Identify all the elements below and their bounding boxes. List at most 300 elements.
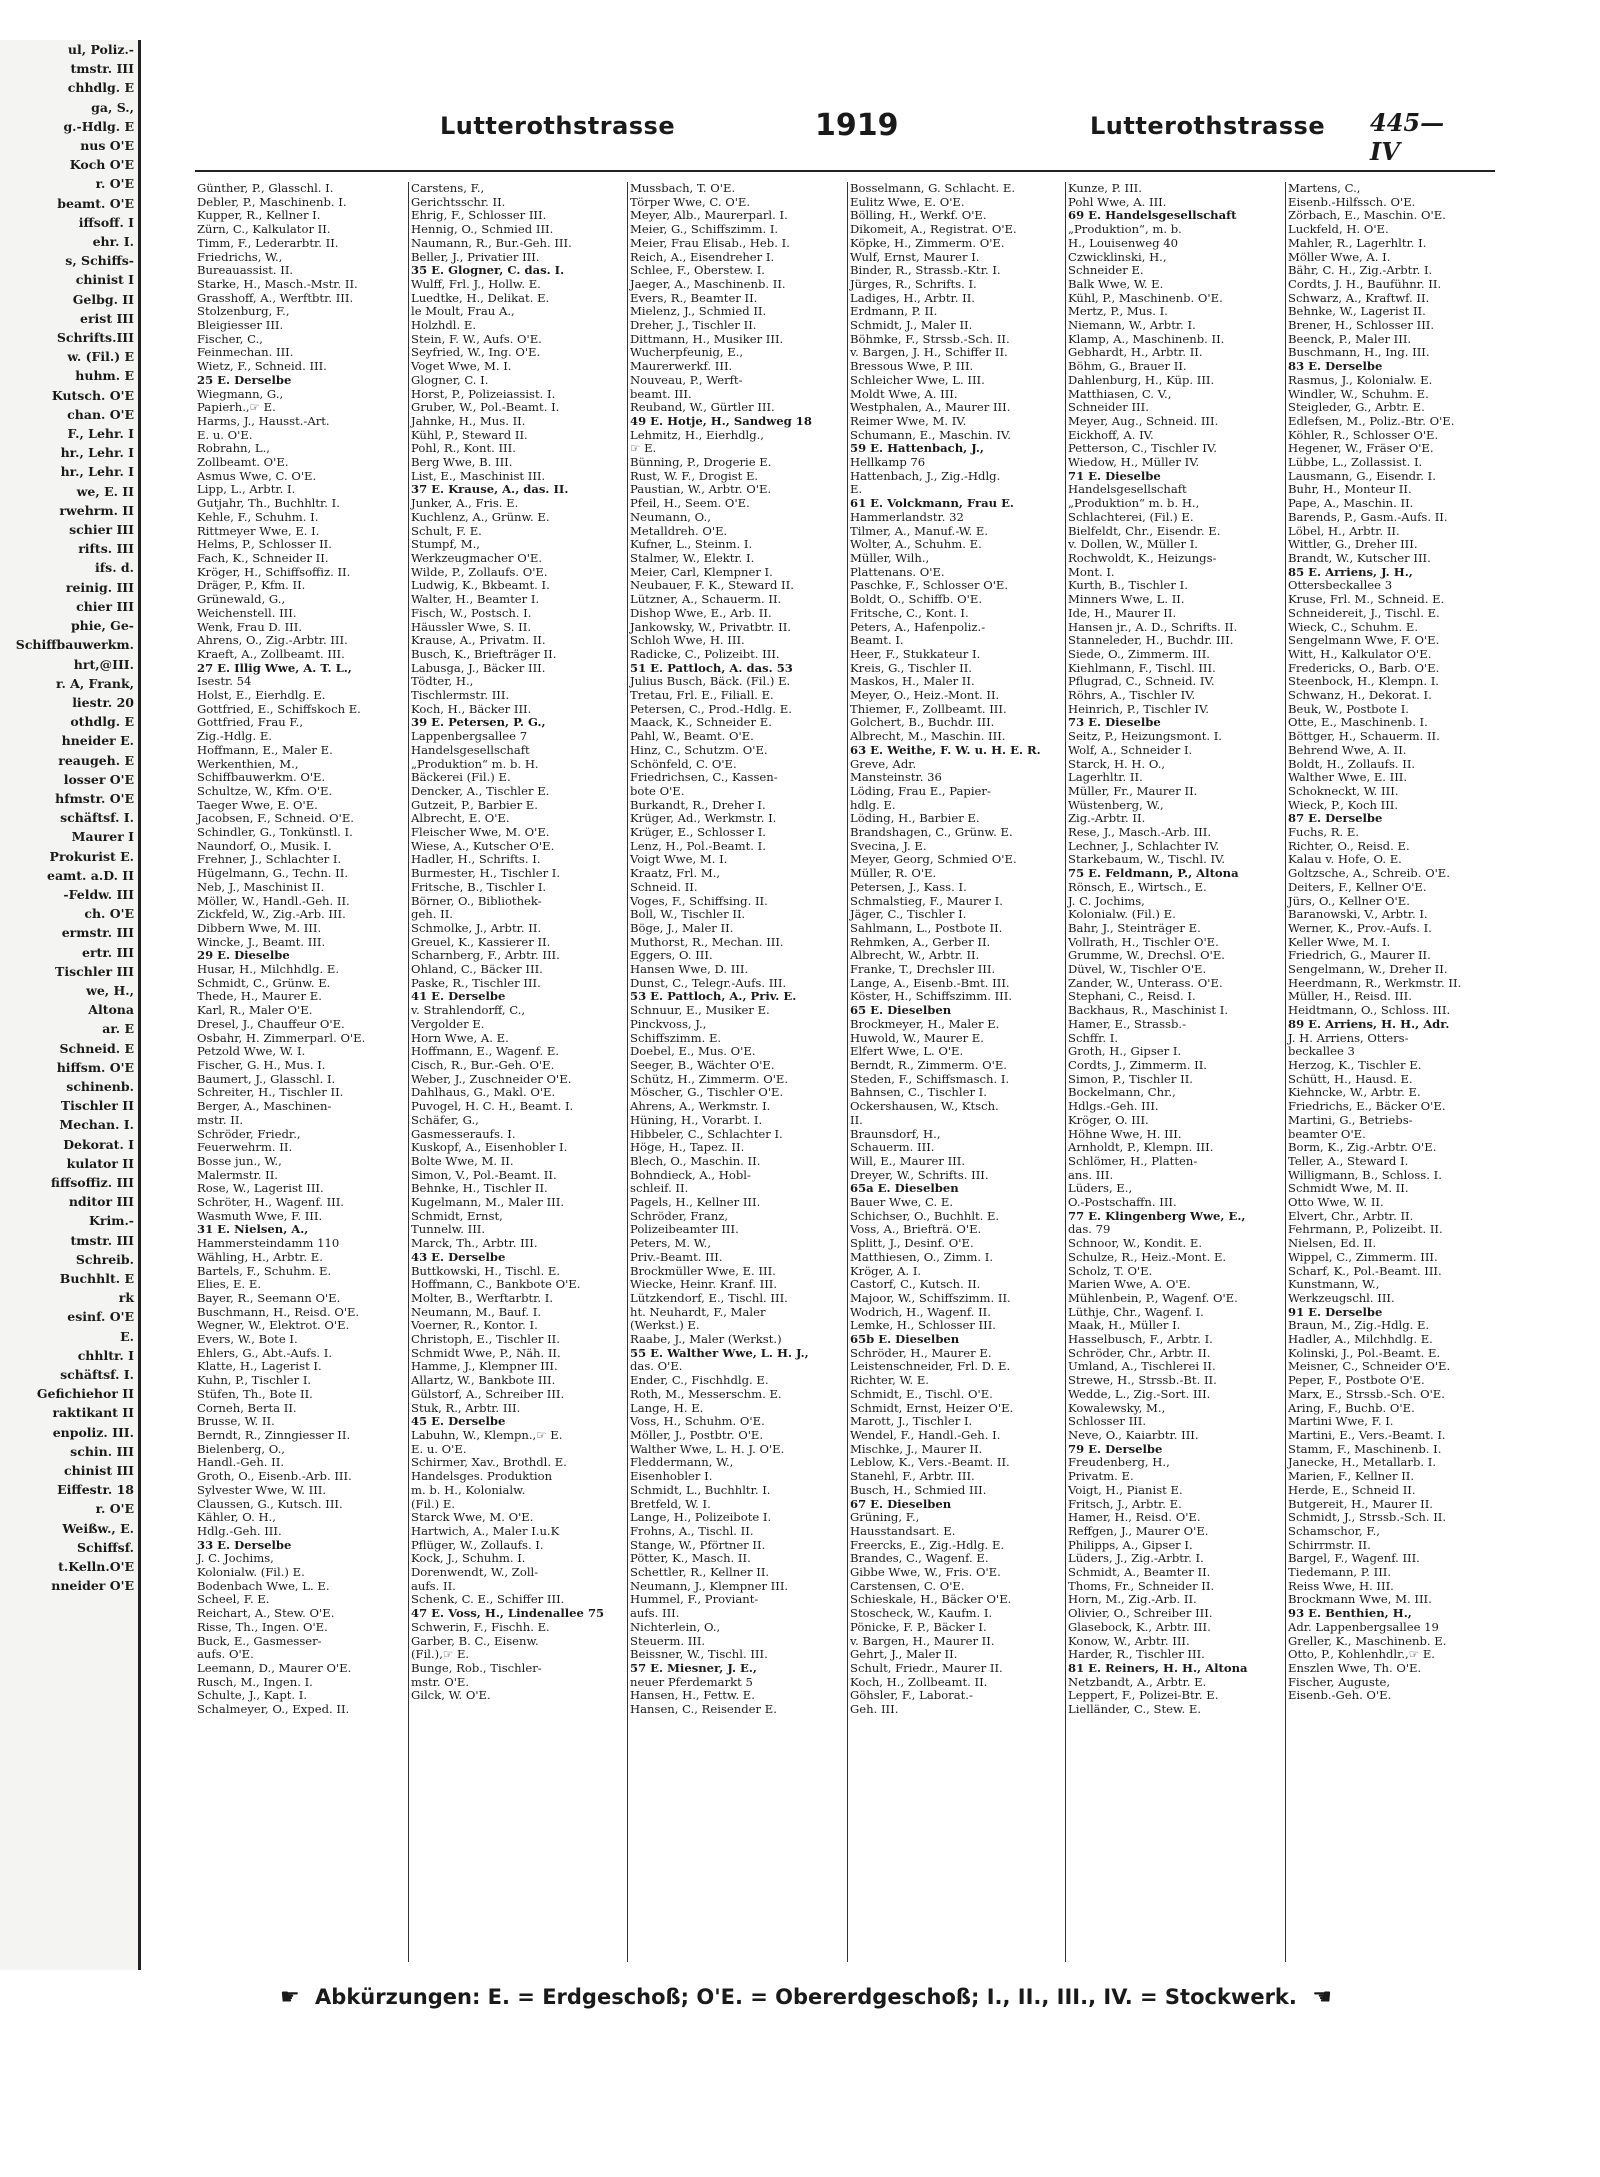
resident-entry: m. b. H., Kolonialw. bbox=[411, 1482, 526, 1497]
resident-entry: Edlefsen, M., Poliz.-Btr. O'E. bbox=[1288, 413, 1455, 428]
resident-entry: Stolzenburg, F., bbox=[197, 304, 290, 319]
resident-entry: Schmidt Wwe, P., Näh. II. bbox=[411, 1345, 561, 1360]
resident-entry: Hoffmann, E., Maler E. bbox=[197, 742, 333, 757]
resident-entry: Lüders, E., bbox=[1068, 1181, 1133, 1196]
resident-entry: J. C. Jochims, bbox=[197, 1551, 274, 1566]
resident-entry: Gehrt, J., Maler II. bbox=[850, 1647, 958, 1662]
resident-entry: Isestr. 54 bbox=[197, 674, 252, 689]
resident-entry: Eisenb.-Geh. O'E. bbox=[1288, 1688, 1392, 1703]
resident-entry: Braun, M., Zig.-Hdlg. E. bbox=[1288, 1318, 1430, 1333]
resident-entry: Lüthje, Chr., Wagenf. I. bbox=[1068, 1304, 1204, 1319]
resident-entry: Doebel, E., Mus. O'E. bbox=[630, 1044, 756, 1059]
margin-fragment: iffsoff. I bbox=[78, 214, 134, 230]
margin-fragment: kulator II bbox=[66, 1155, 134, 1171]
resident-entry: Kolonialw. (Fil.) E. bbox=[197, 1565, 305, 1580]
resident-entry: Vergolder E. bbox=[411, 1016, 485, 1031]
resident-entry: Elfert Wwe, L. O'E. bbox=[850, 1044, 964, 1059]
resident-entry: beamter O'E. bbox=[1288, 1126, 1366, 1141]
resident-entry: Osbahr, H. Zimmerparl. O'E. bbox=[197, 1030, 366, 1045]
resident-entry: Bargel, F., Wagenf. III. bbox=[1288, 1551, 1420, 1566]
house-number-entry: 93 E. Benthien, H., bbox=[1288, 1606, 1412, 1621]
resident-entry: Steuerm. III. bbox=[630, 1633, 706, 1648]
resident-entry: Strewe, H., Strssb.-Bt. II. bbox=[1068, 1373, 1217, 1388]
margin-fragment: erist III bbox=[80, 310, 134, 326]
resident-entry: Goltzsche, A., Schreib. O'E. bbox=[1288, 866, 1450, 881]
resident-entry: Kupper, R., Kellner I. bbox=[197, 208, 321, 223]
resident-entry: Schumann, E., Maschin. IV. bbox=[850, 427, 1011, 442]
resident-entry: Brockmann Wwe, M. III. bbox=[1288, 1592, 1432, 1607]
resident-entry: Pahl, W., Beamt. O'E. bbox=[630, 729, 754, 744]
resident-entry: Splitt, J., Desinf. O'E. bbox=[850, 1236, 974, 1251]
resident-entry: Kalau v. Hofe, O. E. bbox=[1288, 852, 1402, 867]
resident-entry: Helms, P., Schlosser II. bbox=[197, 537, 332, 552]
resident-entry: Wodrich, H., Wagenf. II. bbox=[850, 1304, 991, 1319]
resident-entry: Schlosser III. bbox=[1068, 1414, 1147, 1429]
resident-entry: Greve, Adr. bbox=[850, 756, 917, 771]
resident-entry: Mussbach, T. O'E. bbox=[630, 182, 736, 195]
resident-entry: Greuel, K., Kassierer II. bbox=[411, 934, 551, 949]
resident-entry: mstr. O'E. bbox=[411, 1674, 470, 1689]
resident-entry: Möscher, G., Tischler O'E. bbox=[630, 1085, 784, 1100]
resident-entry: Hansen, C., Reisender E. bbox=[630, 1702, 777, 1717]
resident-entry: Schönfeld, C. O'E. bbox=[630, 756, 737, 771]
resident-entry: Philipps, A., Gipser I. bbox=[1068, 1537, 1193, 1552]
margin-fragment: we, E. II bbox=[76, 483, 134, 499]
resident-entry: Otto Wwe, W. II. bbox=[1288, 1195, 1384, 1210]
margin-fragment: ermstr. III bbox=[61, 925, 134, 941]
resident-entry: Werkzeugmacher O'E. bbox=[411, 550, 543, 565]
resident-entry: Simon, P., Tischler II. bbox=[1068, 1071, 1193, 1086]
resident-entry: Freudenberg, H., bbox=[1068, 1455, 1170, 1470]
resident-entry: Kröger, O. III. bbox=[1068, 1112, 1149, 1127]
resident-entry: Fritsche, C., Kont. I. bbox=[850, 605, 969, 620]
margin-fragment: ga, S., bbox=[91, 99, 134, 115]
resident-entry: Blech, O., Maschin. II. bbox=[630, 1153, 761, 1168]
resident-entry: Windler, W., Schuhm. E. bbox=[1288, 386, 1429, 401]
resident-entry: List, E., Maschinist III. bbox=[411, 468, 546, 483]
house-number-entry: 59 E. Hattenbach, J., bbox=[850, 441, 984, 456]
resident-entry: Karl, R., Maler O'E. bbox=[197, 1003, 313, 1018]
resident-entry: Fischer, G. H., Mus. I. bbox=[197, 1058, 326, 1072]
resident-entry: Kraatz, Frl. M., bbox=[630, 866, 721, 881]
resident-entry: Fischer, C., bbox=[197, 331, 263, 346]
resident-entry: Nichterlein, O., bbox=[630, 1619, 721, 1634]
resident-entry: Tretau, Frl. E., Filiall. E. bbox=[630, 688, 774, 703]
resident-entry: Maurerwerkf. III. bbox=[630, 359, 733, 374]
resident-entry: Handelsges. Produktion bbox=[411, 1469, 553, 1484]
pointing-hand-left-icon: ☛ bbox=[280, 1985, 300, 2010]
resident-entry: Schirmer, Xav., Brothdl. E. bbox=[411, 1455, 567, 1470]
resident-entry: Harms, J., Hausst.-Art. bbox=[197, 413, 330, 428]
margin-fragment: rifts. III bbox=[78, 541, 134, 557]
resident-entry: aufs. O'E. bbox=[197, 1647, 254, 1662]
resident-entry: Hammersteindamm 110 bbox=[197, 1236, 340, 1251]
resident-entry: Schamschor, F., bbox=[1288, 1523, 1380, 1538]
resident-entry: Schmalstieg, F., Maurer I. bbox=[850, 893, 1003, 908]
resident-entry: Schokneckt, W. III. bbox=[1288, 783, 1399, 798]
resident-entry: Schneidereit, J., Tischl. E. bbox=[1288, 605, 1440, 620]
resident-entry: Törper Wwe, C. O'E. bbox=[630, 194, 751, 209]
resident-entry: Asmus Wwe, C. O'E. bbox=[197, 468, 317, 483]
resident-entry: Eggers, O. III. bbox=[630, 948, 713, 963]
resident-entry: geh. II. bbox=[411, 907, 453, 922]
resident-entry: Franke, T., Drechsler III. bbox=[850, 962, 996, 977]
resident-entry: Deiters, F., Kellner O'E. bbox=[1288, 879, 1427, 894]
abbreviation-text: Abkürzungen: E. = Erdgeschoß; O'E. = Obererdgeschoß; I., II., III., IV. = Stockwerk. bbox=[315, 1985, 1297, 2009]
resident-entry: Hdlgs.-Geh. III. bbox=[1068, 1099, 1159, 1114]
resident-entry: schleif. II. bbox=[630, 1181, 689, 1196]
resident-entry: Burmester, H., Tischler I. bbox=[411, 866, 561, 881]
margin-fragment: ifs. d. bbox=[95, 560, 134, 576]
resident-entry: bote O'E. bbox=[630, 783, 685, 798]
resident-entry: Boldt, H., Zollaufs. II. bbox=[1288, 756, 1416, 771]
resident-entry: Cisch, R., Bur.-Geh. O'E. bbox=[411, 1058, 555, 1072]
resident-entry: Malermstr. II. bbox=[197, 1167, 278, 1182]
house-number-entry: 65 E. Dieselben bbox=[850, 1003, 952, 1018]
resident-entry: Häussler Wwe, S. II. bbox=[411, 619, 532, 634]
resident-entry: Geh. III. bbox=[850, 1702, 899, 1717]
resident-entry: Adr. Lappenbergsallee 19 bbox=[1288, 1619, 1439, 1634]
margin-fragment: ertr. III bbox=[82, 944, 134, 960]
resident-entry: Jäger, C., Tischler I. bbox=[850, 907, 967, 922]
resident-entry: Hamer, H., Reisd. O'E. bbox=[1068, 1510, 1201, 1525]
house-number-entry: 55 E. Walther Wwe, L. H. J., bbox=[630, 1345, 809, 1360]
resident-entry: Stüfen, Th., Bote II. bbox=[197, 1386, 313, 1401]
resident-entry: Hoffmann, C., Bankbote O'E. bbox=[411, 1277, 581, 1292]
resident-entry: Stuk, R., Arbtr. III. bbox=[411, 1400, 521, 1415]
resident-entry: Roth, M., Messerschm. E. bbox=[630, 1386, 782, 1401]
margin-fragment: Tischler III bbox=[55, 963, 134, 979]
resident-entry: Dikomeit, A., Registrat. O'E. bbox=[850, 222, 1017, 237]
resident-entry: Lappenbergsallee 7 bbox=[411, 729, 528, 744]
header-street-left: Lutterothstrasse bbox=[440, 112, 676, 140]
margin-fragment: liestr. 20 bbox=[72, 694, 134, 710]
resident-entry: Rittmeyer Wwe, E. I. bbox=[197, 523, 320, 538]
resident-entry: Bockelmann, Chr., bbox=[1068, 1085, 1176, 1100]
house-number-entry: 73 E. Dieselbe bbox=[1068, 715, 1161, 730]
resident-entry: Koch, H., Bäcker III. bbox=[411, 701, 532, 716]
resident-entry: Kuchlenz, A., Grünw. E. bbox=[411, 509, 550, 524]
resident-entry: Börner, O., Bibliothek- bbox=[411, 893, 542, 908]
resident-entry: Kruse, Frl. M., Schneid. E. bbox=[1288, 592, 1445, 607]
margin-fragment: tmstr. III bbox=[70, 1232, 134, 1248]
resident-entry: Ehrig, F., Schlosser III. bbox=[411, 208, 547, 223]
margin-fragment: hr., Lehr. I bbox=[60, 464, 134, 480]
resident-entry: Behnke, H., Tischler II. bbox=[411, 1181, 548, 1196]
resident-entry: Corneh, Berta II. bbox=[197, 1400, 297, 1415]
resident-entry: Wasmuth Wwe, F. III. bbox=[197, 1208, 323, 1223]
resident-entry: Petterson, C., Tischler IV. bbox=[1068, 441, 1217, 456]
margin-fragment: esinf. O'E bbox=[67, 1309, 134, 1325]
resident-entry: Niemann, W., Arbtr. I. bbox=[1068, 318, 1196, 333]
resident-entry: Jankowsky, W., Privatbtr. II. bbox=[630, 619, 791, 634]
resident-entry: Schulte, J., Kapt. I. bbox=[197, 1688, 308, 1703]
margin-fragment: rwehrm. II bbox=[59, 502, 134, 518]
resident-entry: Bielfeldt, Chr., Eisendr. E. bbox=[1068, 523, 1221, 538]
resident-entry: Fach, K., Schneider II. bbox=[197, 550, 329, 565]
resident-entry: Stamm, F., Maschinenb. I. bbox=[1288, 1441, 1442, 1456]
resident-entry: Hasselbusch, F., Arbtr. I. bbox=[1068, 1332, 1213, 1347]
resident-entry: Schiffszimm. E. bbox=[630, 1030, 722, 1045]
margin-fragment: schinenb. bbox=[66, 1078, 134, 1094]
page-number: 445—IV bbox=[1370, 108, 1445, 166]
resident-entry: Rehmken, A., Gerber II. bbox=[850, 934, 991, 949]
margin-fragment: beamt. O'E bbox=[57, 195, 134, 211]
resident-entry: Paske, R., Tischler III. bbox=[411, 975, 541, 990]
resident-entry: Bureauassist. II. bbox=[197, 263, 294, 278]
resident-entry: Gerichtsschr. II. bbox=[411, 194, 506, 209]
resident-entry: Löding, Frau E., Papier- bbox=[850, 783, 991, 798]
house-number-entry: 61 E. Volckmann, Frau E. bbox=[850, 496, 1014, 511]
resident-entry: Martini, G., Betriebs- bbox=[1288, 1112, 1413, 1127]
house-number-entry: 57 E. Miesner, J. E., bbox=[630, 1660, 757, 1675]
resident-entry: Voigt Wwe, M. I. bbox=[630, 852, 728, 867]
resident-entry: Lange, H. E. bbox=[630, 1400, 704, 1415]
house-number-entry: 31 E. Nielsen, A., bbox=[197, 1222, 309, 1237]
resident-entry: Gruber, W., Pol.-Beamt. I. bbox=[411, 400, 560, 415]
resident-entry: J. H. Arriens, Otters- bbox=[1288, 1030, 1409, 1045]
resident-entry: Nielsen, Ed. II. bbox=[1288, 1236, 1377, 1251]
margin-fragment: schäftsf. I. bbox=[60, 1367, 134, 1383]
resident-entry: Umland, A., Tischlerei II. bbox=[1068, 1359, 1216, 1374]
resident-entry: Hansen, H., Fettw. E. bbox=[630, 1688, 755, 1703]
resident-entry: Voerner, R., Kontor. I. bbox=[411, 1318, 538, 1333]
resident-entry: Bohndieck, A., Hobl- bbox=[630, 1167, 751, 1182]
resident-entry: Werner, K., Prov.-Aufs. I. bbox=[1288, 920, 1432, 935]
resident-entry: Gottfried, Frau F., bbox=[197, 715, 304, 730]
margin-fragment: E. bbox=[120, 1328, 134, 1344]
resident-entry: Elies, E. E. bbox=[197, 1277, 262, 1292]
margin-fragment: Weißw., E. bbox=[62, 1520, 134, 1536]
resident-entry: Gutzeit, P., Barbier E. bbox=[411, 797, 538, 812]
resident-entry: Steden, F., Schiffsmasch. I. bbox=[850, 1071, 1010, 1086]
resident-entry: aufs. III. bbox=[630, 1606, 680, 1621]
resident-entry: Wulff, Frl. J., Hollw. E. bbox=[411, 276, 541, 291]
resident-entry: Kock, J., Schuhm. I. bbox=[411, 1551, 526, 1566]
resident-entry: Kunze, P. III. bbox=[1068, 182, 1142, 195]
resident-entry: Schindler, G., Tonkünstl. I. bbox=[197, 825, 353, 840]
resident-entry: Pötter, K., Masch. II. bbox=[630, 1551, 751, 1566]
resident-entry: E. u. O'E. bbox=[411, 1441, 467, 1456]
resident-entry: Beller, J., Privatier III. bbox=[411, 249, 540, 264]
resident-entry: Gilck, W. O'E. bbox=[411, 1688, 491, 1703]
resident-entry: Krüger, Ad., Werkmstr. I. bbox=[630, 811, 777, 826]
resident-entry: Voges, F., Schiffsing. II. bbox=[630, 893, 768, 908]
resident-entry: Berndt, R., Zinngiesser II. bbox=[197, 1427, 351, 1442]
resident-entry: Beenck, P., Maler III. bbox=[1288, 331, 1412, 346]
resident-entry: Reimer Wwe, M. IV. bbox=[850, 413, 967, 428]
resident-entry: Bayer, R., Seemann O'E. bbox=[197, 1290, 341, 1305]
resident-entry: Voss, H., Schuhm. O'E. bbox=[630, 1414, 765, 1429]
resident-entry: Marx, E., Strssb.-Sch. O'E. bbox=[1288, 1386, 1445, 1401]
resident-entry: Konow, W., Arbtr. III. bbox=[1068, 1633, 1190, 1648]
margin-fragment: t.Kelln.O'E bbox=[58, 1559, 134, 1575]
resident-entry: Burkandt, R., Dreher I. bbox=[630, 797, 766, 812]
resident-entry: Lübbe, L., Zollassist. I. bbox=[1288, 455, 1423, 470]
resident-entry: Schlachterei, (Fil.) E. bbox=[1068, 509, 1194, 524]
resident-entry: Walter, H., Beamter I. bbox=[411, 592, 540, 607]
resident-entry: Holst, E., Eierhdlg. E. bbox=[197, 688, 326, 703]
resident-entry: Fritsch, J., Arbtr. E. bbox=[1068, 1496, 1182, 1511]
resident-entry: Pohl, R., Kont. III. bbox=[411, 441, 516, 456]
margin-fragment: Schreib. bbox=[75, 1251, 134, 1267]
resident-entry: „Produktion“ m. b. H., bbox=[1068, 496, 1200, 511]
resident-entry: Dahlenburg, H., Küp. III. bbox=[1068, 372, 1215, 387]
resident-entry: Hamer, E., Strassb.- bbox=[1068, 1016, 1187, 1031]
margin-fragment: Tischler II bbox=[60, 1098, 134, 1114]
resident-entry: Scholz, T. O'E. bbox=[1068, 1263, 1153, 1278]
resident-entry: Schleicher Wwe, L. III. bbox=[850, 372, 985, 387]
resident-entry: Kiehlmann, F., Tischl. III. bbox=[1068, 660, 1216, 675]
resident-entry: Handelsgesellschaft bbox=[411, 742, 530, 757]
margin-fragment: Prokurist E. bbox=[49, 848, 134, 864]
resident-entry: Raabe, J., Maler (Werkst.) bbox=[630, 1332, 782, 1347]
resident-entry: Glasebock, K., Arbtr. III. bbox=[1068, 1619, 1211, 1634]
margin-fragment: chhdlg. E bbox=[67, 80, 134, 96]
resident-entry: Meier, G., Schiffszimm. I. bbox=[630, 222, 779, 237]
resident-entry: Lagerhltr. II. bbox=[1068, 770, 1143, 785]
resident-entry: Boll, W., Tischler II. bbox=[630, 907, 746, 922]
resident-entry: Moldt Wwe, A. III. bbox=[850, 386, 958, 401]
resident-entry: Maak, H., Müller I. bbox=[1068, 1318, 1181, 1333]
resident-entry: Carstens, F., bbox=[411, 182, 485, 195]
resident-entry: Leistenschneider, Frl. D. E. bbox=[850, 1359, 1011, 1374]
resident-entry: Stalmer, W., Elektr. I. bbox=[630, 550, 755, 565]
resident-entry: Scharf, K., Pol.-Beamt. III. bbox=[1288, 1263, 1442, 1278]
resident-entry: Matthiesen, O., Zimm. I. bbox=[850, 1249, 994, 1264]
resident-entry: Köster, H., Schiffszimm. III. bbox=[850, 989, 1013, 1004]
resident-entry: ans. III. bbox=[1068, 1167, 1114, 1182]
resident-entry: Pflugrad, C., Schneid. IV. bbox=[1068, 674, 1215, 689]
margin-fragment: Schiffbauwerkm. bbox=[15, 637, 134, 653]
resident-entry: Holzhdl. E. bbox=[411, 318, 477, 333]
resident-entry: Scheel, F. E. bbox=[197, 1592, 270, 1607]
resident-entry: Privatm. E. bbox=[1068, 1469, 1134, 1484]
resident-entry: Jürges, R., Schrifts. I. bbox=[850, 276, 977, 291]
resident-entry: Leppert, F., Polizei-Btr. E. bbox=[1068, 1688, 1219, 1703]
resident-entry: Friedrichs, E., Bäcker O'E. bbox=[1288, 1099, 1446, 1114]
resident-entry: Meyer, Alb., Maurerparl. I. bbox=[630, 208, 788, 223]
resident-entry: Ohland, C., Bäcker III. bbox=[411, 962, 543, 977]
resident-entry: Albrecht, M., Maschin. III. bbox=[850, 729, 1006, 744]
resident-entry: Beamt. I. bbox=[850, 633, 904, 648]
resident-entry: Dreyer, W., Schrifts. III. bbox=[850, 1167, 989, 1182]
resident-entry: Bunge, Rob., Tischler- bbox=[411, 1660, 542, 1675]
house-number-entry: 67 E. Dieselben bbox=[850, 1496, 952, 1511]
resident-entry: Günther, P., Glasschl. I. bbox=[197, 182, 334, 195]
resident-entry: Eisenhobler I. bbox=[630, 1469, 713, 1484]
resident-entry: Priv.-Beamt. III. bbox=[630, 1249, 723, 1264]
resident-entry: Dorenwendt, W., Zoll- bbox=[411, 1565, 539, 1580]
resident-entry: Schenk, C. E., Schiffer III. bbox=[411, 1592, 565, 1607]
resident-entry: Steigleder, G., Arbtr. E. bbox=[1288, 400, 1425, 415]
house-number-entry: 33 E. Derselbe bbox=[197, 1537, 292, 1552]
resident-entry: Paschke, F., Schlosser O'E. bbox=[850, 578, 1009, 593]
resident-entry: Hamme, J., Klempner III. bbox=[411, 1359, 558, 1374]
resident-entry: Greller, K., Maschinenb. E. bbox=[1288, 1633, 1447, 1648]
resident-entry: Wilde, P., Zollaufs. O'E. bbox=[411, 564, 548, 579]
margin-fragment: s, Schiffs- bbox=[65, 253, 134, 269]
resident-entry: Möller Wwe, A. I. bbox=[1288, 249, 1391, 264]
resident-entry: Stange, W., Pförtner II. bbox=[630, 1537, 766, 1552]
resident-entry: Schmidt, E., Tischl. O'E. bbox=[850, 1386, 993, 1401]
house-number-entry: 27 E. Illig Wwe, A. T. L., bbox=[197, 660, 352, 675]
resident-entry: Werkenthien, M., bbox=[197, 756, 299, 771]
resident-entry: Mühlenbein, P., Wagenf. O'E. bbox=[1068, 1290, 1238, 1305]
resident-entry: Schütz, H., Zimmerm. O'E. bbox=[630, 1071, 789, 1086]
resident-entry: Hummel, F., Proviant- bbox=[630, 1592, 759, 1607]
resident-entry: Neumann, J., Klempner III. bbox=[630, 1578, 789, 1593]
resident-entry: Wiese, A., Kutscher O'E. bbox=[411, 838, 555, 853]
resident-entry: Lielländer, C., Stew. E. bbox=[1068, 1702, 1202, 1717]
resident-entry: Berndt, R., Zimmerm. O'E. bbox=[850, 1058, 1007, 1072]
resident-entry: Reichart, A., Stew. O'E. bbox=[197, 1606, 335, 1621]
resident-entry: Christoph, E., Tischler II. bbox=[411, 1332, 560, 1347]
resident-entry: Naundorf, O., Musik. I. bbox=[197, 838, 332, 853]
resident-entry: Buck, E., Gasmesser- bbox=[197, 1633, 322, 1648]
resident-entry: Reffgen, J., Maurer O'E. bbox=[1068, 1523, 1209, 1538]
house-number-entry: 39 E. Petersen, P. G., bbox=[411, 715, 546, 730]
resident-entry: Schmolke, J., Arbtr. II. bbox=[411, 920, 542, 935]
resident-entry: Buhr, H., Monteur II. bbox=[1288, 482, 1412, 497]
resident-entry: Heidtmann, O., Schloss. III. bbox=[1288, 1003, 1451, 1018]
resident-entry: Bahr, J., Steinträger E. bbox=[1068, 920, 1201, 935]
resident-entry: v. Strahlendorff, C., bbox=[411, 1003, 526, 1018]
resident-entry: Kreis, G., Tischler II. bbox=[850, 660, 972, 675]
resident-entry: Hügelmann, G., Techn. II. bbox=[197, 866, 349, 881]
resident-entry: Stoscheck, W., Kaufm. I. bbox=[850, 1606, 993, 1621]
resident-entry: Leblow, K., Vers.-Beamt. II. bbox=[850, 1455, 1010, 1470]
house-number-entry: 91 E. Derselbe bbox=[1288, 1304, 1383, 1319]
resident-entry: Lützner, A., Schauerm. II. bbox=[630, 592, 782, 607]
resident-entry: Göhsler, F., Laborat.- bbox=[850, 1688, 973, 1703]
margin-fragment: g.-Hdlg. E bbox=[63, 118, 134, 134]
margin-fragment: Buchhlt. E bbox=[59, 1271, 134, 1286]
house-number-entry: 63 E. Weithe, F. W. u. H. E. R. bbox=[850, 742, 1041, 757]
resident-entry: Bünning, P., Drogerie E. bbox=[630, 455, 772, 470]
margin-fragment: -Feldw. III bbox=[63, 886, 134, 902]
resident-entry: Wippel, C., Zimmerm. III. bbox=[1288, 1249, 1438, 1264]
resident-entry: Sylvester Wwe, W. III. bbox=[197, 1482, 327, 1497]
resident-entry: Brockmeyer, H., Maler E. bbox=[850, 1016, 1000, 1031]
resident-entry: Teller, A., Steward I. bbox=[1288, 1153, 1409, 1168]
resident-entry: Bielenberg, O., bbox=[197, 1441, 285, 1456]
resident-entry: Gottfried, E., Schiffskoch E. bbox=[197, 701, 361, 716]
resident-entry: Bressous Wwe, P. III. bbox=[850, 359, 974, 374]
resident-entry: le Moult, Frau A., bbox=[411, 304, 515, 319]
resident-entry: Schult, Friedr., Maurer II. bbox=[850, 1660, 1003, 1675]
resident-entry: Eulitz Wwe, E. O'E. bbox=[850, 194, 965, 209]
header-street-right: Lutterothstrasse bbox=[1090, 112, 1326, 140]
resident-entry: Mont. I. bbox=[1068, 564, 1115, 579]
resident-entry: Ender, C., Fischhdlg. E. bbox=[630, 1373, 769, 1388]
resident-entry: Tischlermstr. III. bbox=[411, 688, 510, 703]
resident-entry: Rust, W. F., Drogist E. bbox=[630, 468, 759, 483]
resident-entry: Pohl Wwe, A. III. bbox=[1068, 194, 1167, 209]
margin-fragment: chinist III bbox=[64, 1463, 134, 1479]
resident-entry: Behnke, W., Lagerist II. bbox=[1288, 304, 1426, 319]
resident-entry: Hartwich, A., Maler I.u.K bbox=[411, 1523, 560, 1538]
resident-entry: Busch, K., Briefträger II. bbox=[411, 646, 557, 661]
margin-fragment: Krim.- bbox=[89, 1213, 134, 1229]
resident-entry: Neumann, M., Bauf. I. bbox=[411, 1304, 542, 1319]
resident-entry: Meier, Frau Elisab., Heb. I. bbox=[630, 235, 790, 250]
resident-entry: Hadler, H., Schrifts. I. bbox=[411, 852, 541, 867]
margin-fragment: hrt,@III. bbox=[73, 656, 134, 672]
resident-entry: Böge, J., Maler II. bbox=[630, 920, 734, 935]
resident-entry: Fleddermann, W., bbox=[630, 1455, 734, 1470]
resident-entry: Otte, E., Maschinenb. I. bbox=[1288, 715, 1428, 730]
